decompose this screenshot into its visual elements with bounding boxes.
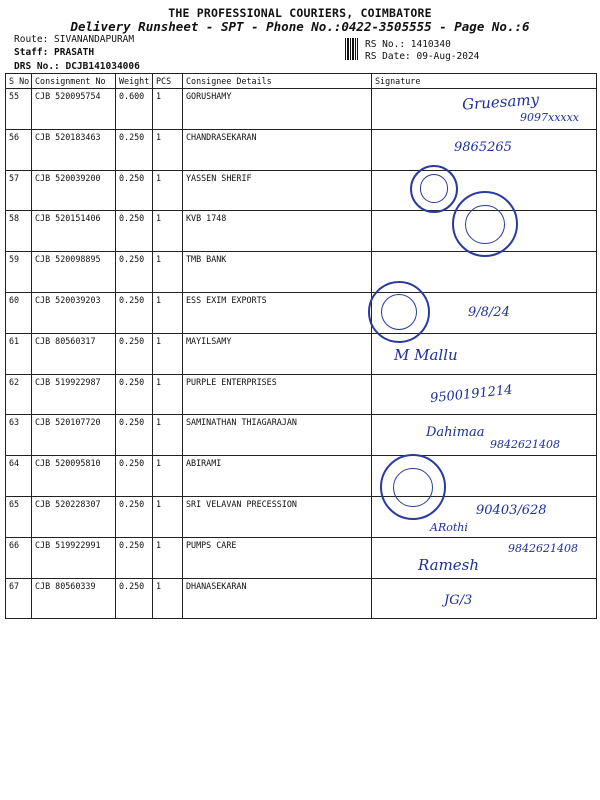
handwritten-phone: 9865265 [454, 139, 512, 155]
sno-cell: 64 [6, 456, 32, 497]
signature-cell [372, 537, 597, 578]
table-header-row [6, 74, 597, 89]
table-row [6, 252, 597, 293]
sno-cell: 62 [6, 374, 32, 415]
pcs-cell: 1 [153, 415, 183, 456]
consignment-cell: CJB 520095754 [32, 89, 116, 130]
consignment-cell: CJB 520107720 [32, 415, 116, 456]
handwritten-phone: 9842621408 [490, 438, 560, 452]
stamp-inner-ring [381, 294, 418, 331]
handwritten-signature: Dahimaa [426, 425, 485, 441]
sno-cell: 61 [6, 333, 32, 374]
consignment-cell: CJB 520098895 [32, 252, 116, 293]
consignment-cell: CJB 520095810 [32, 456, 116, 497]
col-consignee: Consignee Details [183, 74, 372, 89]
stamp-inner-ring [420, 174, 448, 202]
pcs-cell: 1 [153, 456, 183, 497]
signature-cell [372, 496, 597, 537]
consignment-cell: CJB 519922991 [32, 537, 116, 578]
handwritten-date: 9/8/24 [468, 304, 510, 320]
handwritten-signature: M Mallu [394, 345, 458, 364]
col-weight: Weight [116, 74, 153, 89]
weight-cell: 0.250 [116, 129, 153, 170]
consignment-cell: CJB 520039203 [32, 292, 116, 333]
consignee-cell: KVB 1748 [183, 211, 372, 252]
table-row [6, 496, 597, 537]
weight-cell: 0.250 [116, 292, 153, 333]
sno-cell: 60 [6, 292, 32, 333]
consignee-cell: SAMINATHAN THIAGARAJAN [183, 415, 372, 456]
table-row [6, 333, 597, 374]
consignment-cell: CJB 520039200 [32, 170, 116, 211]
consignee-cell: YASSEN SHERIF [183, 170, 372, 211]
signature-cell [372, 292, 597, 333]
pcs-cell: 1 [153, 252, 183, 293]
pcs-cell: 1 [153, 374, 183, 415]
consignment-cell: CJB 519922987 [32, 374, 116, 415]
weight-cell: 0.250 [116, 211, 153, 252]
pcs-cell: 1 [153, 89, 183, 130]
weight-cell: 0.250 [116, 333, 153, 374]
weight-cell: 0.250 [116, 496, 153, 537]
sno-cell: 66 [6, 537, 32, 578]
pcs-cell: 1 [153, 129, 183, 170]
barcode [345, 38, 358, 60]
staff-label: Staff: PRASATH [14, 47, 95, 58]
sno-cell: 58 [6, 211, 32, 252]
rs-date: RS Date: 09-Aug-2024 [365, 51, 480, 62]
weight-cell: 0.600 [116, 89, 153, 130]
table-row [6, 537, 597, 578]
pcs-cell: 1 [153, 211, 183, 252]
handwritten-phone: 9097xxxxx [520, 111, 580, 124]
signature-cell [372, 89, 597, 130]
weight-cell: 0.250 [116, 252, 153, 293]
consignee-cell: CHANDRASEKARAN [183, 129, 372, 170]
table-row [6, 415, 597, 456]
pcs-cell: 1 [153, 333, 183, 374]
runsheet-table [5, 73, 597, 619]
signature-cell [372, 456, 597, 497]
sno-cell: 63 [6, 415, 32, 456]
pcs-cell: 1 [153, 170, 183, 211]
weight-cell: 0.250 [116, 170, 153, 211]
bank-stamp [410, 165, 458, 213]
weight-cell: 0.250 [116, 537, 153, 578]
pcs-cell: 1 [153, 292, 183, 333]
sno-cell: 57 [6, 170, 32, 211]
rs-number: RS No.: 1410340 [365, 39, 451, 50]
sno-cell: 65 [6, 496, 32, 537]
pcs-cell: 1 [153, 496, 183, 537]
pcs-cell: 1 [153, 537, 183, 578]
col-consignment: Consignment No [32, 74, 116, 89]
table-row [6, 374, 597, 415]
document-subtitle: Delivery Runsheet - SPT - Phone No.:0422-3505555 - Page No.:6 [70, 19, 530, 34]
consignment-cell: CJB 80560339 [32, 578, 116, 619]
sno-cell: 59 [6, 252, 32, 293]
handwritten-phone: 90403/628 [476, 502, 547, 518]
sno-cell: 55 [6, 89, 32, 130]
consignee-cell: PUMPS CARE [183, 537, 372, 578]
consignee-cell: MAYILSAMY [183, 333, 372, 374]
signature-cell [372, 129, 597, 170]
stamp-inner-ring [465, 205, 504, 244]
handwritten-signature: JG/3 [444, 592, 473, 608]
table-row [6, 89, 597, 130]
consignee-cell: PURPLE ENTERPRISES [183, 374, 372, 415]
consignee-cell: DHANASEKARAN [183, 578, 372, 619]
weight-cell: 0.250 [116, 456, 153, 497]
handwritten-phone: 9500191214 [429, 382, 514, 406]
table-row [6, 456, 597, 497]
handwritten-phone: 9842621408 [508, 541, 578, 555]
consignee-cell: SRI VELAVAN PRECESSION [183, 496, 372, 537]
weight-cell: 0.250 [116, 374, 153, 415]
sno-cell: 56 [6, 129, 32, 170]
col-pcs: PCS [153, 74, 183, 89]
signature-cell [372, 211, 597, 252]
route-label: Route: SIVANANDAPURAM [14, 34, 135, 45]
col-signature: Signature [372, 74, 597, 89]
pcs-cell: 1 [153, 578, 183, 619]
signature-cell [372, 415, 597, 456]
consignment-cell: CJB 520183463 [32, 129, 116, 170]
signature-cell [372, 374, 597, 415]
bank-stamp [452, 191, 518, 257]
weight-cell: 0.250 [116, 415, 153, 456]
sno-cell: 67 [6, 578, 32, 619]
table-row [6, 578, 597, 619]
consignment-cell: CJB 80560317 [32, 333, 116, 374]
table-row [6, 211, 597, 252]
table-row [6, 129, 597, 170]
col-sno: S No [6, 74, 32, 89]
table-row [6, 292, 597, 333]
consignment-cell: CJB 520228307 [32, 496, 116, 537]
handwritten-signature: ARothi [430, 520, 468, 534]
consignment-cell: CJB 520151406 [32, 211, 116, 252]
weight-cell: 0.250 [116, 578, 153, 619]
handwritten-signature: Gruesamy [461, 90, 540, 114]
consignee-cell: TMB BANK [183, 252, 372, 293]
consignee-cell: GORUSHAMY [183, 89, 372, 130]
drs-label: DRS No.: DCJB141034006 [14, 61, 140, 72]
signature-cell [372, 578, 597, 619]
consignee-cell: ESS EXIM EXPORTS [183, 292, 372, 333]
handwritten-signature: Ramesh [418, 555, 480, 574]
consignee-cell: ABIRAMI [183, 456, 372, 497]
signature-cell [372, 333, 597, 374]
document-title: THE PROFESSIONAL COURIERS, COIMBATORE [168, 6, 432, 20]
